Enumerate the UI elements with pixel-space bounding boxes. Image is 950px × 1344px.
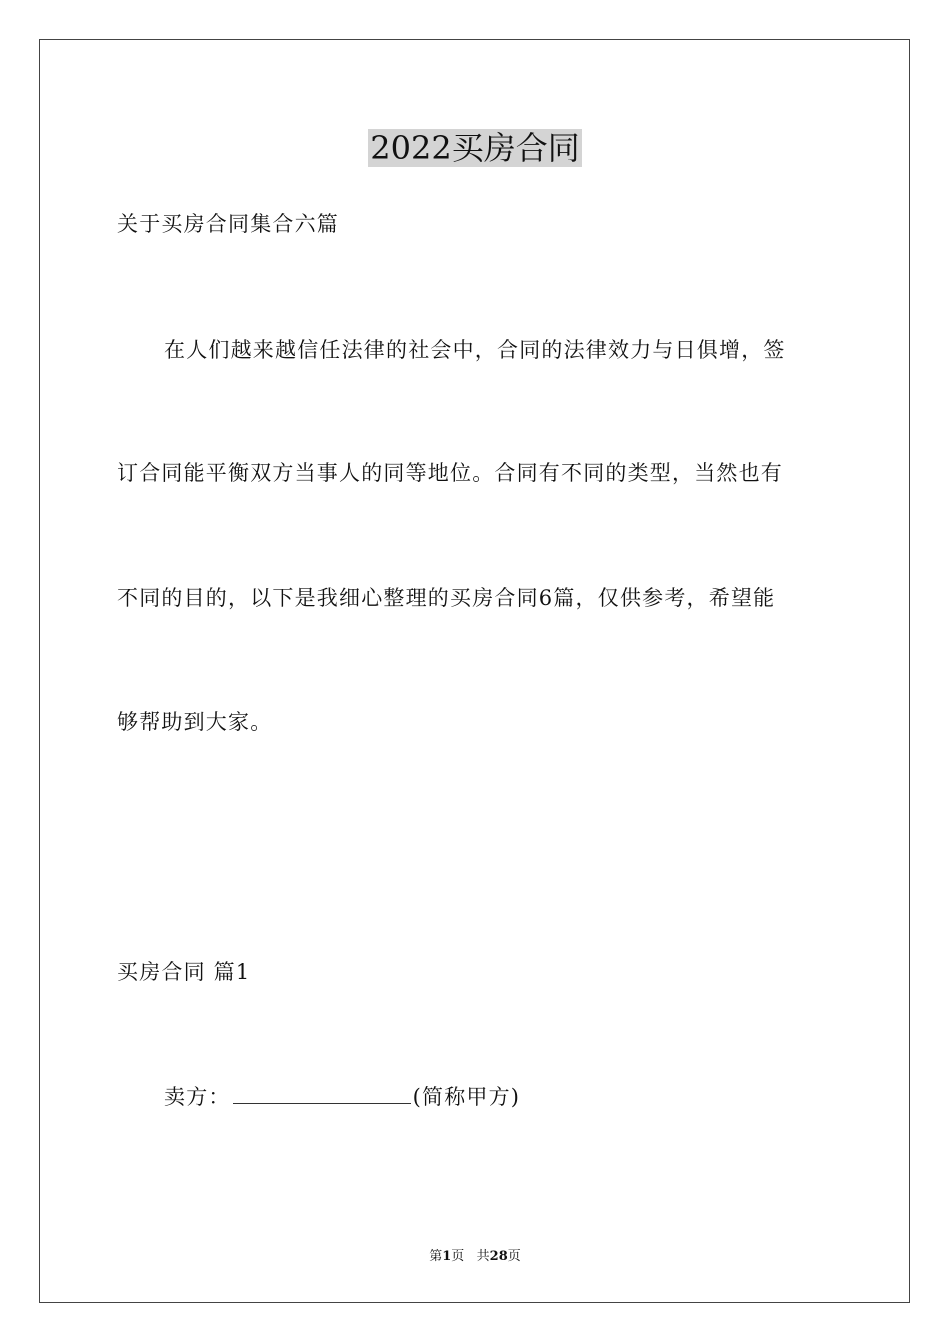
intro-line-1: 在人们越来越信任法律的社会中，合同的法律效力与日俱增，签 [164,338,786,362]
intro-line-2: 订合同能平衡双方当事人的同等地位。合同有不同的类型，当然也有 [117,461,783,485]
document-title-text: 2022买房合同 [370,129,580,167]
section-heading: 买房合同 篇1 [117,960,251,984]
page-footer [0,1248,950,1266]
document-subtitle: 关于买房合同集合六篇 [117,212,339,236]
footer-page-prefix: 第 [429,1249,443,1264]
footer-page-number: 1 [442,1249,452,1264]
footer-page-total: 28 [489,1249,508,1264]
seller-label: 卖方： [164,1085,231,1109]
document-title [0,128,950,168]
seller-line [164,1081,520,1112]
seller-suffix: (简称甲方) [412,1085,521,1109]
intro-line-3: 不同的目的，以下是我细心整理的买房合同6篇，仅供参考，希望能 [117,586,776,610]
footer-page-suffix: 页 [507,1249,521,1264]
footer-page-mid: 页 共 [451,1249,490,1264]
intro-line-4: 够帮助到大家。 [117,710,273,734]
seller-name-blank [233,1081,411,1104]
